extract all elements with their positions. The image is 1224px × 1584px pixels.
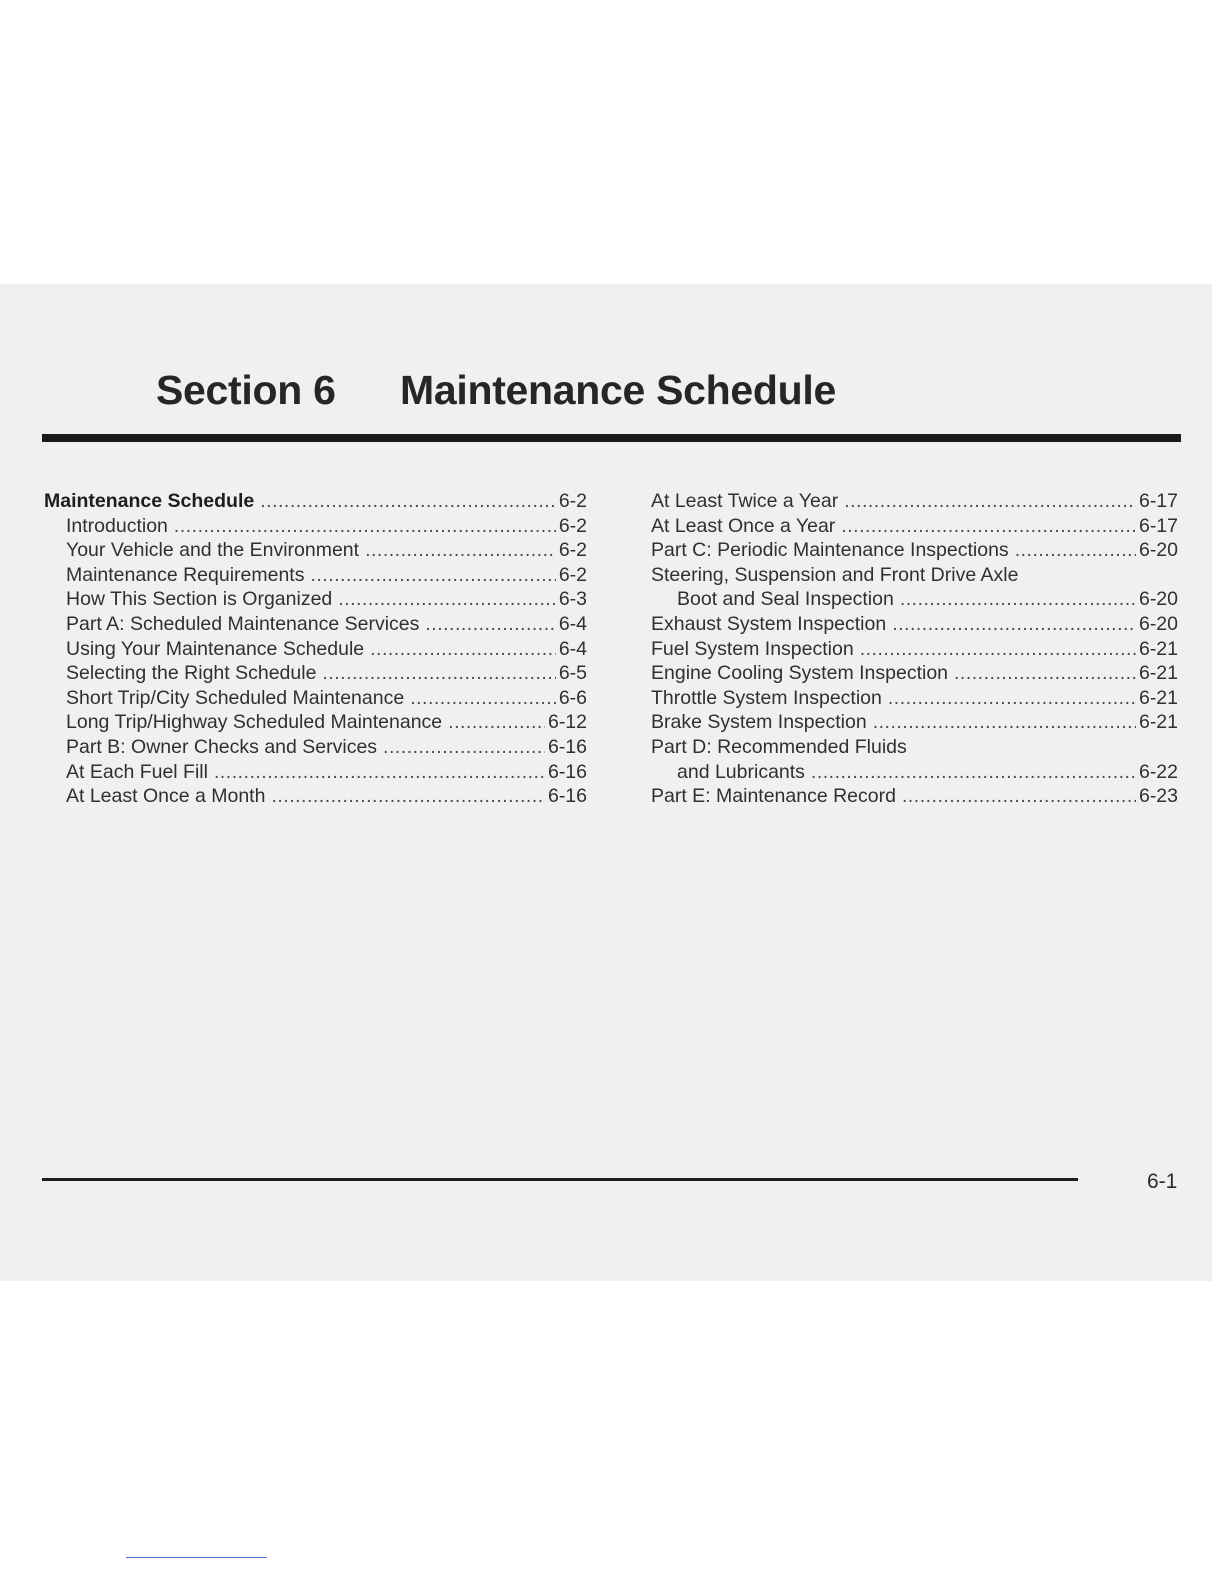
- toc-entry-page: 6-16: [547, 760, 587, 783]
- toc-entry-page: 6-2: [558, 563, 587, 586]
- toc-entry-title: At Least Once a Year: [651, 514, 836, 537]
- toc-entry[interactable]: [651, 686, 1178, 711]
- toc-entry[interactable]: [44, 538, 587, 563]
- toc-entry-page: 6-12: [547, 711, 587, 734]
- toc-dot-leader: [174, 514, 556, 539]
- toc-entry[interactable]: [651, 784, 1178, 809]
- toc-dot-leader: [322, 661, 555, 686]
- toc-dot-leader: [860, 637, 1136, 662]
- toc-dot-leader: [310, 563, 555, 588]
- toc-entry[interactable]: [44, 735, 587, 760]
- toc-entry-title: Brake System Inspection: [651, 711, 867, 734]
- toc-dot-leader: [844, 489, 1136, 514]
- toc-entry-title: Part C: Periodic Maintenance Inspections: [651, 539, 1009, 562]
- toc-dot-leader: [338, 587, 556, 612]
- toc-dot-leader: [811, 760, 1136, 785]
- toc-entry-page: 6-3: [558, 588, 587, 611]
- toc-right-column: [651, 489, 1178, 809]
- toc-dot-leader: [954, 661, 1136, 686]
- toc-entry[interactable]: [651, 637, 1178, 662]
- link-underline: [126, 1557, 267, 1558]
- toc-entry[interactable]: [44, 686, 587, 711]
- toc-entry-title: At Each Fuel Fill: [66, 760, 208, 783]
- toc-dot-leader: [1015, 538, 1136, 563]
- toc-entry[interactable]: [44, 760, 587, 785]
- toc-entry[interactable]: [44, 637, 587, 662]
- toc-entry[interactable]: [44, 563, 587, 588]
- toc-entry-page: 6-2: [558, 539, 587, 562]
- toc-entry[interactable]: [651, 587, 1178, 612]
- toc-entry[interactable]: [651, 710, 1178, 735]
- toc-entry-title: Part A: Scheduled Maintenance Services: [66, 612, 420, 635]
- toc-entry-title: Short Trip/City Scheduled Maintenance: [66, 686, 405, 709]
- footer-rule: [42, 1178, 1078, 1181]
- toc-dot-leader: [260, 489, 556, 514]
- toc-entry-page: 6-4: [558, 612, 587, 635]
- page-number: 6-1: [1147, 1170, 1178, 1193]
- toc-entry-page: 6-20: [1138, 588, 1178, 611]
- toc-entry-page: 6-4: [558, 637, 587, 660]
- toc-entry[interactable]: [44, 587, 587, 612]
- toc-entry[interactable]: [651, 735, 1178, 760]
- toc-dot-leader: [900, 587, 1136, 612]
- toc-left-column: [44, 489, 587, 809]
- toc-entry[interactable]: [44, 514, 587, 539]
- toc-entry-page: 6-17: [1138, 514, 1178, 537]
- toc-entry-title: How This Section is Organized: [66, 588, 333, 611]
- toc-dot-leader: [383, 735, 545, 760]
- toc-entry[interactable]: [651, 489, 1178, 514]
- toc-dot-leader: [892, 612, 1136, 637]
- toc-entry-title: Boot and Seal Inspection: [677, 588, 894, 611]
- toc-entry-page: 6-6: [558, 686, 587, 709]
- toc-entry-page: 6-23: [1138, 785, 1178, 808]
- toc-entry-title: Steering, Suspension and Front Drive Axle: [651, 563, 1019, 586]
- toc-entry-page: 6-20: [1138, 539, 1178, 562]
- toc-entry-title: Exhaust System Inspection: [651, 612, 887, 635]
- toc-dot-leader: [448, 710, 545, 735]
- section-heading: [0, 367, 1224, 417]
- toc-entry[interactable]: [651, 538, 1178, 563]
- toc-entry-page: 6-21: [1138, 686, 1178, 709]
- section-title: Maintenance Schedule: [400, 367, 837, 413]
- section-label: Section 6: [156, 367, 336, 413]
- toc-entry-title: Part E: Maintenance Record: [651, 785, 896, 808]
- toc-entry-title: Maintenance Schedule: [44, 490, 255, 512]
- toc-entry[interactable]: [44, 710, 587, 735]
- toc-dot-leader: [902, 784, 1136, 809]
- toc-entry-title: Throttle System Inspection: [651, 686, 882, 709]
- toc-entry[interactable]: [651, 612, 1178, 637]
- toc-entry-title: Long Trip/Highway Scheduled Maintenance: [66, 711, 443, 734]
- toc-entry-title: Selecting the Right Schedule: [66, 662, 317, 685]
- toc-entry-page: 6-2: [558, 490, 587, 512]
- toc-dot-leader: [873, 710, 1136, 735]
- toc-dot-leader: [841, 514, 1136, 539]
- toc-entry[interactable]: [651, 760, 1178, 785]
- toc-entry-title: Fuel System Inspection: [651, 637, 854, 660]
- toc-entry[interactable]: [44, 489, 587, 514]
- toc-entry[interactable]: [651, 514, 1178, 539]
- toc-entry-page: 6-21: [1138, 637, 1178, 660]
- toc-entry-page: 6-20: [1138, 612, 1178, 635]
- toc-entry[interactable]: [44, 612, 587, 637]
- toc-entry-title: Introduction: [66, 514, 168, 537]
- toc-entry-title: and Lubricants: [677, 760, 805, 783]
- toc-entry[interactable]: [651, 661, 1178, 686]
- toc-dot-leader: [370, 637, 556, 662]
- toc-entry-page: 6-5: [558, 662, 587, 685]
- toc-entry-title: At Least Twice a Year: [651, 490, 839, 512]
- toc-dot-leader: [888, 686, 1136, 711]
- toc-entry-page: 6-21: [1138, 662, 1178, 685]
- toc-entry-page: 6-16: [547, 785, 587, 808]
- toc-entry-page: 6-17: [1138, 490, 1178, 512]
- toc-dot-leader: [365, 538, 556, 563]
- toc-dot-leader: [271, 784, 545, 809]
- toc-entry-title: Engine Cooling System Inspection: [651, 662, 949, 685]
- toc-entry[interactable]: [651, 563, 1178, 588]
- toc-dot-leader: [214, 760, 545, 785]
- toc-entry-page: 6-2: [558, 514, 587, 537]
- toc-entry-page: 6-21: [1138, 711, 1178, 734]
- toc-entry-title: At Least Once a Month: [66, 785, 266, 808]
- toc-dot-leader: [410, 686, 556, 711]
- toc-entry[interactable]: [44, 784, 587, 809]
- toc-entry-title: Part B: Owner Checks and Services: [66, 735, 378, 758]
- toc-entry[interactable]: [44, 661, 587, 686]
- toc-entry-title: Your Vehicle and the Environment: [66, 539, 360, 562]
- toc-entry-title: Using Your Maintenance Schedule: [66, 637, 365, 660]
- header-rule: [42, 434, 1181, 442]
- toc-entry-title: Maintenance Requirements: [66, 563, 305, 586]
- toc-entry-page: 6-22: [1138, 760, 1178, 783]
- toc-dot-leader: [425, 612, 555, 637]
- toc-entry-page: 6-16: [547, 735, 587, 758]
- toc-entry-title: Part D: Recommended Fluids: [651, 735, 907, 758]
